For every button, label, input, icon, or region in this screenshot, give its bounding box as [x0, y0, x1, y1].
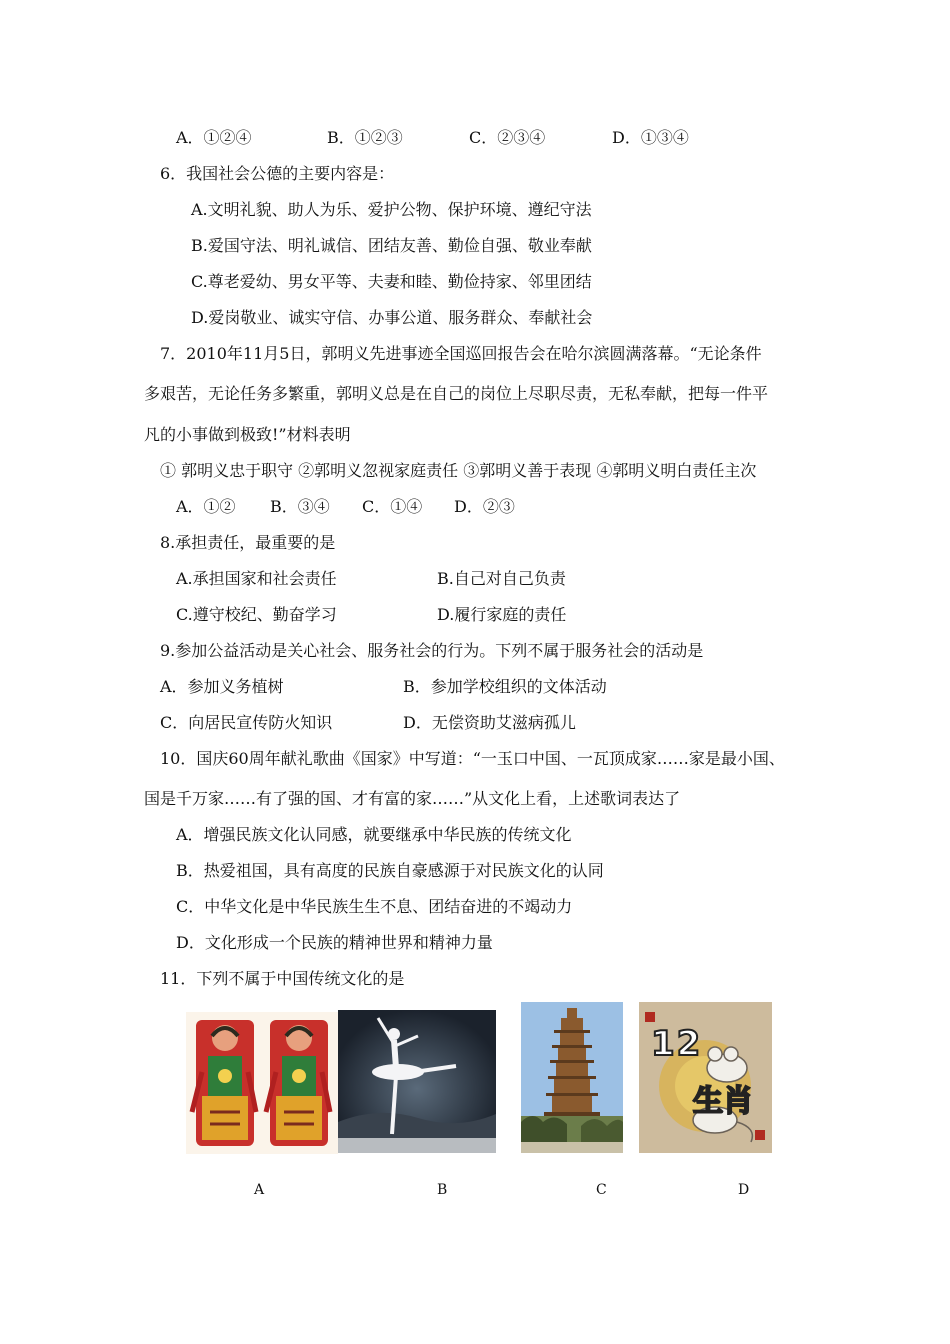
q10-option-d: D．文化形成一个民族的精神世界和精神力量	[176, 933, 493, 952]
q6-stem: 6．我国社会公德的主要内容是：	[160, 164, 395, 183]
image-label-c: C	[596, 1182, 607, 1198]
image-label-a: A	[254, 1182, 265, 1198]
q7-option-b: B．③④	[270, 497, 330, 516]
q5-option-d: D．①③④	[612, 128, 689, 147]
q11-stem: 11．下列不属于中国传统文化的是	[160, 969, 405, 988]
door-god-left	[192, 1020, 256, 1146]
q9-option-a: A．参加义务植树	[160, 677, 284, 696]
q5-option-b: B．①②③	[327, 128, 403, 147]
q8-option-b: B.自己对自己负责	[437, 569, 566, 588]
q7-stem-line-1: 7．2010年11月5日，郭明义先进事迹全国巡回报告会在哈尔滨圆满落幕。“无论条件	[160, 344, 762, 363]
q6-option-b: B.爱国守法、明礼诚信、团结友善、勤俭自强、敬业奉献	[191, 236, 592, 255]
pagoda-image	[521, 1002, 623, 1153]
zodiac-number: 12	[651, 1024, 703, 1064]
q8-option-a: A.承担国家和社会责任	[176, 569, 337, 588]
ballet-image	[338, 1010, 496, 1153]
q10-stem-line-2: 国是千万家……有了强的国、才有富的家……”从文化上看，上述歌词表达了	[144, 789, 681, 808]
q10-option-c: C．中华文化是中华民族生生不息、团结奋进的不竭动力	[176, 897, 573, 916]
q10-option-b: B．热爱祖国，具有高度的民族自豪感源于对民族文化的认同	[176, 861, 604, 880]
q7-items: ① 郭明义忠于职守 ②郭明义忽视家庭责任 ③郭明义善于表现 ④郭明义明白责任主次	[160, 461, 757, 480]
q7-stem-line-2: 多艰苦，无论任务多繁重，郭明义总是在自己的岗位上尽职尽责，无私奉献，把每一件平	[144, 384, 769, 403]
q10-stem-line-1: 10．国庆60周年献礼歌曲《国家》中写道：“一玉口中国、一瓦顶成家……家是最小国、	[160, 749, 785, 768]
image-label-b: B	[437, 1182, 448, 1198]
q8-stem: 8.承担责任，最重要的是	[160, 533, 336, 552]
q7-option-d: D．②③	[454, 497, 515, 516]
q9-option-c: C．向居民宣传防火知识	[160, 713, 333, 732]
zodiac-image	[639, 1002, 772, 1153]
q10-option-a: A．增强民族文化认同感，就要继承中华民族的传统文化	[176, 825, 572, 844]
q9-option-b: B．参加学校组织的文体活动	[403, 677, 607, 696]
q8-option-c: C.遵守校纪、勤奋学习	[176, 605, 337, 624]
door-gods-image	[186, 1012, 338, 1154]
q9-stem: 9.参加公益活动是关心社会、服务社会的行为。下列不属于服务社会的活动是	[160, 641, 704, 660]
zodiac-word: 生肖	[693, 1084, 753, 1119]
q6-option-d: D.爱岗敬业、诚实守信、办事公道、服务群众、奉献社会	[191, 308, 593, 327]
q7-option-c: C．①④	[362, 497, 423, 516]
q9-option-d: D．无偿资助艾滋病孤儿	[403, 713, 576, 732]
q5-option-a: A．①②④	[176, 128, 252, 147]
q6-option-a: A.文明礼貌、助人为乐、爱护公物、保护环境、遵纪守法	[191, 200, 592, 219]
q7-option-a: A．①②	[176, 497, 236, 516]
door-god-right	[266, 1020, 330, 1146]
q8-option-d: D.履行家庭的责任	[437, 605, 567, 624]
q7-stem-line-3: 凡的小事做到极致!”材料表明	[144, 425, 351, 444]
image-label-d: D	[738, 1182, 750, 1198]
q5-option-c: C．②③④	[469, 128, 546, 147]
q6-option-c: C.尊老爱幼、男女平等、夫妻和睦、勤俭持家、邻里团结	[191, 272, 592, 291]
